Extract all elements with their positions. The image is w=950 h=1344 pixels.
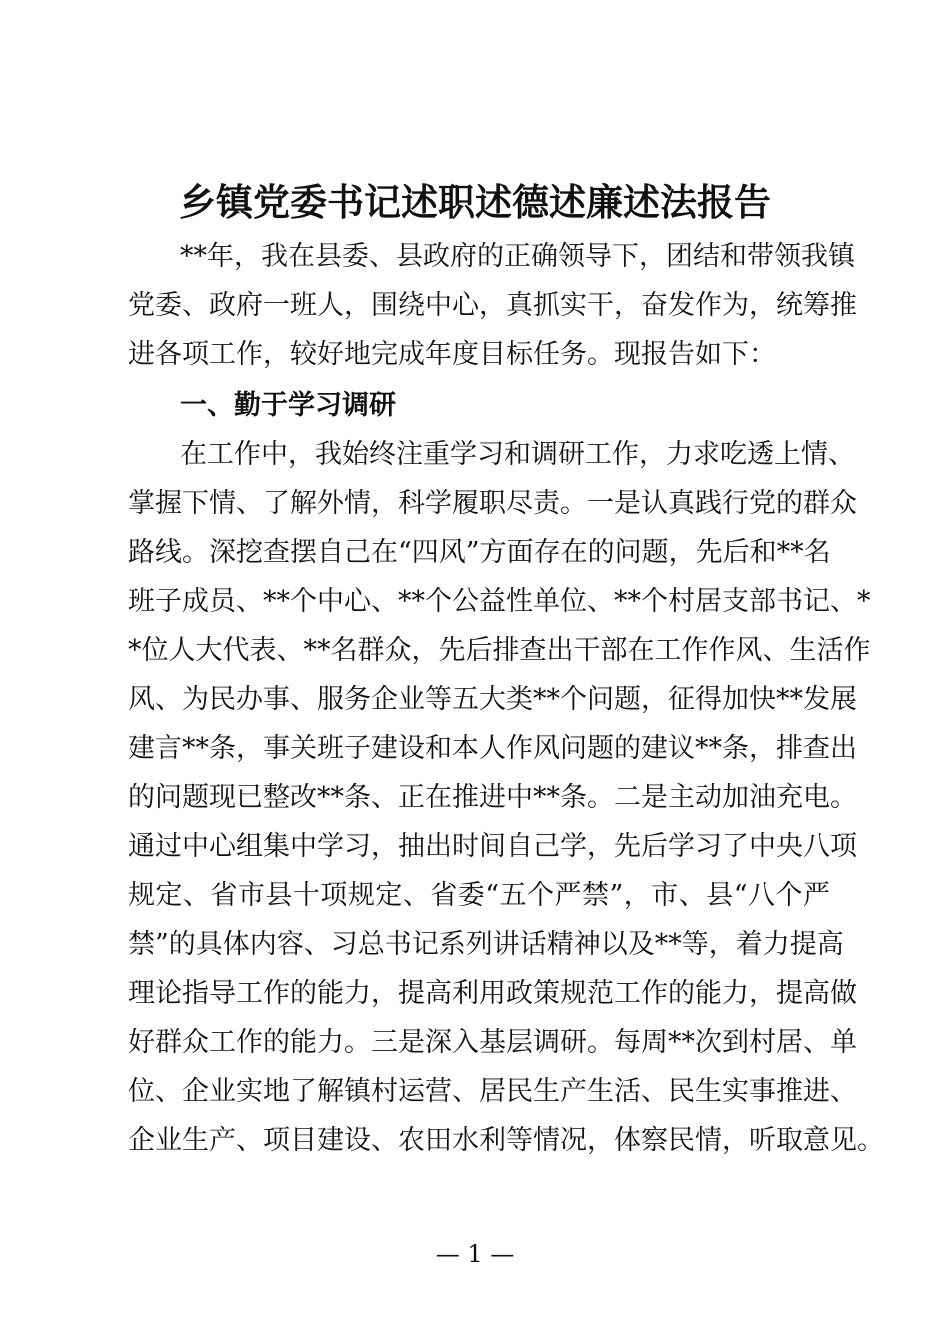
text-line: 风、为民办事、服务企业等五大类**个问题，征得加快**发展 bbox=[128, 684, 857, 715]
text-line: 在工作中，我始终注重学习和调研工作，力求吃透上情、 bbox=[180, 439, 855, 470]
text-line: 路线。深挖查摆自己在“四风”方面存在的问题，先后和**名 bbox=[128, 537, 831, 568]
document-title: 乡镇党委书记述职述德述廉述法报告 bbox=[179, 180, 771, 224]
text-line: *位人大代表、**名群众，先后排查出干部在工作作风、生活作 bbox=[128, 635, 871, 666]
text-line: 进各项工作，较好地完成年度目标任务。现报告如下： bbox=[128, 339, 776, 370]
text-line: 位、企业实地了解镇村运营、居民生产生活、民生实事推进、 bbox=[128, 1076, 857, 1107]
text-line: 企业生产、项目建设、农田水利等情况，体察民情，听取意见。 bbox=[128, 1125, 884, 1156]
text-line: **年，我在县委、县政府的正确领导下，团结和带领我镇 bbox=[180, 241, 855, 272]
section-heading bbox=[128, 381, 830, 430]
intro-paragraph bbox=[128, 232, 857, 379]
page-number: — 1 — bbox=[435, 1240, 515, 1268]
text-line: 理论指导工作的能力，提高利用政策规范工作的能力，提高做 bbox=[128, 978, 857, 1009]
text-line: 党委、政府一班人，围绕中心，真抓实干，奋发作为，统筹推 bbox=[128, 290, 857, 321]
text-line: 禁”的具体内容、习总书记系列讲话精神以及**等，着力提高 bbox=[128, 929, 844, 960]
text-line: 好群众工作的能力。三是深入基层调研。每周**次到村居、单 bbox=[128, 1027, 857, 1058]
section-paragraph bbox=[128, 430, 884, 1165]
text-line: 的问题现已整改**条、正在推进中**条。二是主动加油充电。 bbox=[128, 782, 857, 813]
text-line: 通过中心组集中学习，抽出时间自己学，先后学习了中央八项 bbox=[128, 831, 857, 862]
section-heading-text: 一、勤于学习调研 bbox=[180, 390, 396, 421]
text-line: 建言**条，事关班子建设和本人作风问题的建议**条，排查出 bbox=[128, 733, 857, 764]
text-line: 班子成员、**个中心、**个公益性单位、**个村居支部书记、* bbox=[128, 586, 871, 617]
text-line: 规定、省市县十项规定、省委“五个严禁”，市、县“八个严 bbox=[128, 880, 830, 911]
text-line: 掌握下情、了解外情，科学履职尽责。一是认真践行党的群众 bbox=[128, 488, 857, 519]
